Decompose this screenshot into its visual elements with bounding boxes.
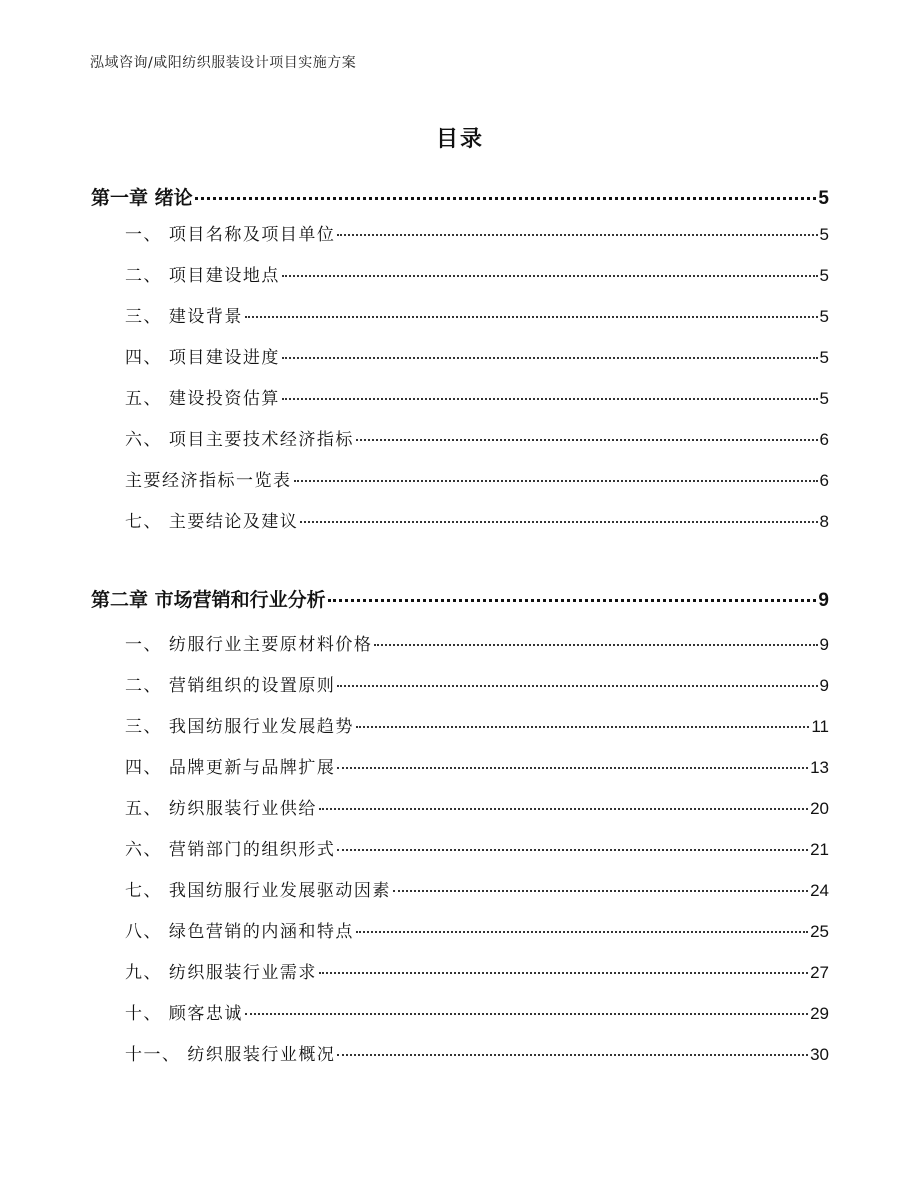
toc-page-number: 6	[819, 471, 829, 490]
toc-entry-label: 七、 我国纺服行业发展驱动因素	[125, 881, 391, 901]
toc-page-number: 9	[818, 590, 829, 611]
toc-section-entry[interactable]	[125, 671, 829, 696]
toc-dot-leader	[319, 808, 808, 810]
toc-dot-leader	[337, 685, 817, 687]
toc-page-number: 27	[810, 963, 829, 982]
toc-section-entry[interactable]	[125, 917, 829, 942]
toc-page-number: 5	[819, 266, 829, 285]
toc-page-number: 11	[811, 717, 829, 736]
toc-entry-label: 第一章 绪论	[91, 187, 193, 209]
toc-entry-label: 五、 纺织服装行业供给	[125, 799, 317, 819]
toc-dot-leader	[356, 726, 809, 728]
toc-section-entry[interactable]	[125, 958, 829, 983]
toc-entry-label: 二、 项目建设地点	[125, 266, 280, 286]
toc-section-entry[interactable]	[125, 302, 829, 327]
toc-dot-leader	[319, 972, 808, 974]
toc-section-entry[interactable]	[125, 876, 829, 901]
toc-entry-label: 二、 营销组织的设置原则	[125, 676, 336, 696]
toc-page-number: 5	[819, 307, 829, 326]
toc-section-entry[interactable]	[125, 384, 829, 409]
toc-section-entry[interactable]	[125, 343, 829, 368]
toc-dot-leader	[328, 599, 817, 602]
toc-dot-leader	[356, 439, 818, 441]
toc-section-entry[interactable]	[125, 220, 829, 245]
toc-entry-label: 三、 建设背景	[125, 307, 243, 327]
toc-dot-leader	[337, 234, 817, 236]
toc-entry-label: 五、 建设投资估算	[125, 389, 280, 409]
toc-entry-label: 第二章 市场营销和行业分析	[91, 589, 326, 611]
toc-entry-label: 四、 品牌更新与品牌扩展	[125, 758, 336, 778]
toc-entry-label: 十、 顾客忠诚	[125, 1004, 243, 1024]
toc-page-number: 9	[819, 676, 829, 695]
toc-section-entry[interactable]	[125, 466, 829, 491]
toc-page-number: 30	[810, 1045, 829, 1064]
toc-dot-leader	[245, 316, 818, 318]
toc-entry-label: 三、 我国纺服行业发展趋势	[125, 717, 354, 737]
toc-entry-label: 一、 项目名称及项目单位	[125, 225, 336, 245]
toc-dot-leader	[337, 849, 808, 851]
toc-entry-label: 一、 纺服行业主要原材料价格	[125, 635, 373, 655]
toc-page-number: 5	[819, 225, 829, 244]
toc-dot-leader	[393, 890, 808, 892]
toc-page-number: 29	[810, 1004, 829, 1023]
toc-chapter-entry[interactable]	[91, 183, 829, 210]
toc-dot-leader	[294, 480, 818, 482]
toc-entry-label: 八、 绿色营销的内涵和特点	[125, 922, 354, 942]
toc-section-entry[interactable]	[125, 712, 829, 737]
toc-page-number: 21	[810, 840, 829, 859]
page-title: 目录	[435, 127, 484, 152]
toc-dot-leader	[337, 1054, 808, 1056]
toc-section-entry[interactable]	[125, 261, 829, 286]
toc-dot-leader	[374, 644, 817, 646]
toc-entry-label: 七、 主要结论及建议	[125, 512, 299, 532]
toc-dot-leader	[300, 521, 817, 523]
toc-section-entry[interactable]	[125, 835, 829, 860]
toc-dot-leader	[245, 1013, 808, 1015]
toc-page-number: 5	[819, 348, 829, 367]
toc-page-number: 13	[810, 758, 829, 777]
toc-dot-leader	[282, 275, 818, 277]
toc-page-number: 6	[819, 430, 829, 449]
toc-section-entry[interactable]	[125, 794, 829, 819]
toc-entry-label: 九、 纺织服装行业需求	[125, 963, 317, 983]
toc-section-entry[interactable]	[125, 630, 829, 655]
toc-section-entry[interactable]	[125, 999, 829, 1024]
toc-section-entry[interactable]	[125, 425, 829, 450]
toc-page-number: 5	[818, 188, 829, 209]
toc-dot-leader	[195, 197, 817, 200]
toc-page-number: 24	[810, 881, 829, 900]
toc-dot-leader	[282, 398, 818, 400]
toc-page-number: 25	[810, 922, 829, 941]
toc-dot-leader	[282, 357, 818, 359]
toc-dot-leader	[337, 767, 808, 769]
toc-entry-label: 四、 项目建设进度	[125, 348, 280, 368]
toc-entry-label: 主要经济指标一览表	[125, 471, 292, 491]
page-header: 泓域咨询/咸阳纺织服装设计项目实施方案	[90, 55, 357, 71]
toc-page-number: 5	[819, 389, 829, 408]
toc-dot-leader	[356, 931, 808, 933]
toc-entry-label: 六、 营销部门的组织形式	[125, 840, 336, 860]
toc-section-entry[interactable]	[125, 507, 829, 532]
toc-entry-label: 六、 项目主要技术经济指标	[125, 430, 354, 450]
toc-page-number: 8	[819, 512, 829, 531]
toc-page-number: 20	[810, 799, 829, 818]
toc-entry-label: 十一、 纺织服装行业概况	[125, 1045, 336, 1065]
toc-chapter-entry[interactable]	[91, 585, 829, 612]
toc-section-entry[interactable]	[125, 1040, 829, 1065]
toc-section-entry[interactable]	[125, 753, 829, 778]
toc-page-number: 9	[819, 635, 829, 654]
